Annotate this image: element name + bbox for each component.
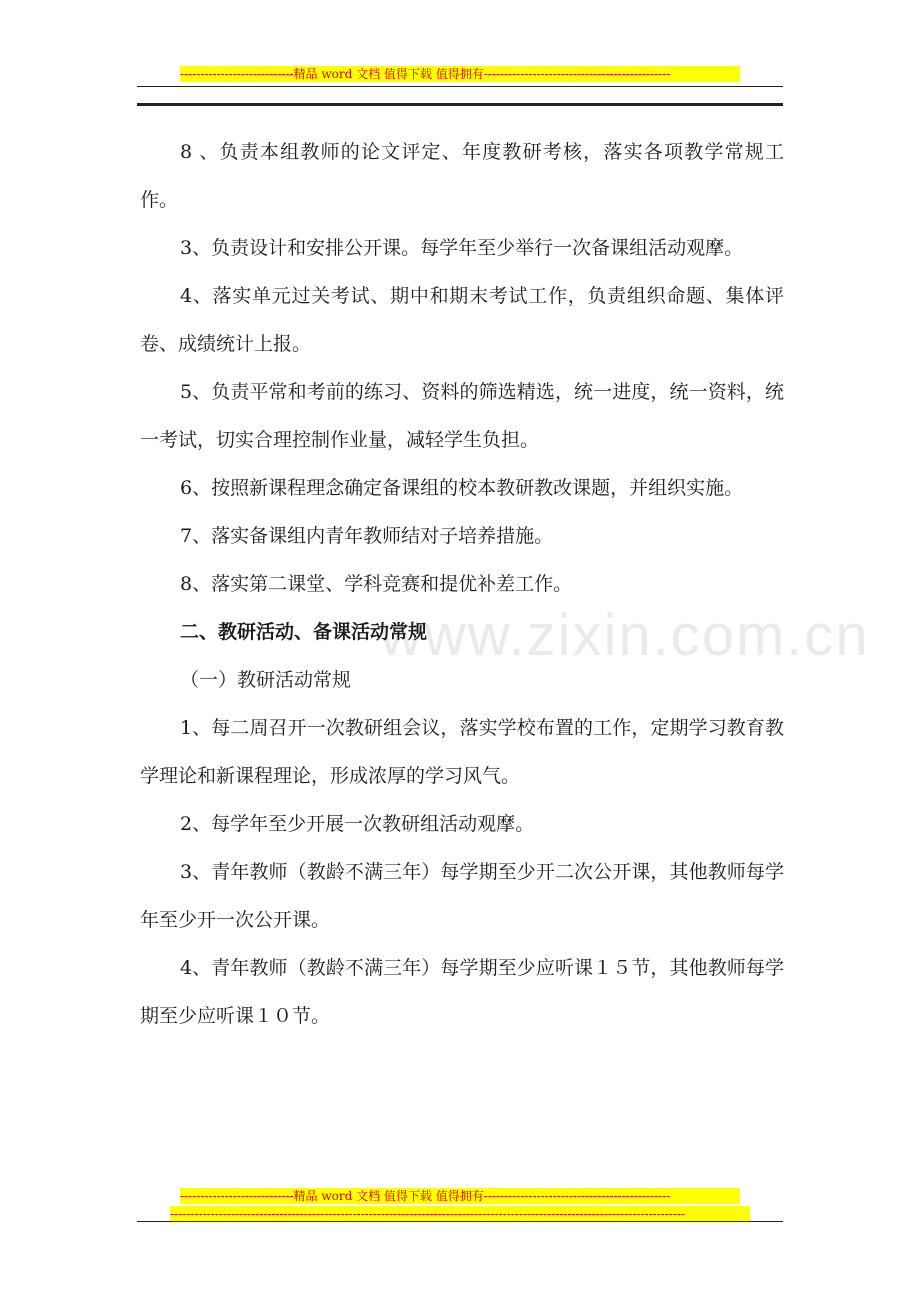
section-heading: 二、教研活动、备课活动常规 bbox=[180, 621, 428, 643]
footer-dashes: ------------------------------------------------------------------------------------------------------------------------------- bbox=[170, 1206, 750, 1222]
list-item-2: 2、每学年至少开展一次教研组活动观摩。 bbox=[180, 813, 535, 835]
paragraph-7: 8、落实第二课堂、学科竞赛和提优补差工作。 bbox=[180, 573, 573, 595]
paragraph-1: 8 、负责本组教师的论文评定、年度教研考核，落实各项教学常规工作。 bbox=[140, 141, 784, 211]
header-banner: ----------------------------精品 word 文档 值得下载 值得拥有---------------------------------------------- bbox=[180, 66, 740, 82]
list-item-1: 1、每二周召开一次教研组会议，落实学校布置的工作，定期学习教育教学理论和新课程理论，形成浓厚的学习风气。 bbox=[140, 717, 784, 787]
paragraph-2: 3、负责设计和安排公开课。每学年至少举行一次备课组活动观摩。 bbox=[180, 237, 744, 259]
paragraph-6: 7、落实备课组内青年教师结对子培养措施。 bbox=[180, 525, 554, 547]
paragraph-4: 5、负责平常和考前的练习、资料的筛选精选，统一进度，统一资料，统一考试，切实合理控制作业量，减轻学生负担。 bbox=[140, 381, 784, 451]
list-item-3: 3、青年教师（教龄不满三年）每学期至少开二次公开课，其他教师每学年至少开一次公开课。 bbox=[140, 861, 784, 931]
footer-banner: ----------------------------精品 word 文档 值得下载 值得拥有---------------------------------------------- bbox=[180, 1188, 740, 1204]
footer-rule bbox=[137, 1221, 783, 1222]
document-body bbox=[140, 128, 784, 1040]
list-item-4: 4、青年教师（教龄不满三年）每学期至少应听课１５节，其他教师每学期至少应听课１０节。 bbox=[140, 957, 784, 1027]
header-rule bbox=[137, 86, 783, 87]
subsection-heading: （一）教研活动常规 bbox=[180, 669, 352, 691]
header-rule-thick bbox=[137, 103, 783, 106]
paragraph-5: 6、按照新课程理念确定备课组的校本教研教改课题，并组织实施。 bbox=[180, 477, 744, 499]
paragraph-3: 4、落实单元过关考试、期中和期末考试工作，负责组织命题、集体评卷、成绩统计上报。 bbox=[140, 285, 784, 355]
watermark: www.zixin.com.cn bbox=[380, 603, 870, 668]
